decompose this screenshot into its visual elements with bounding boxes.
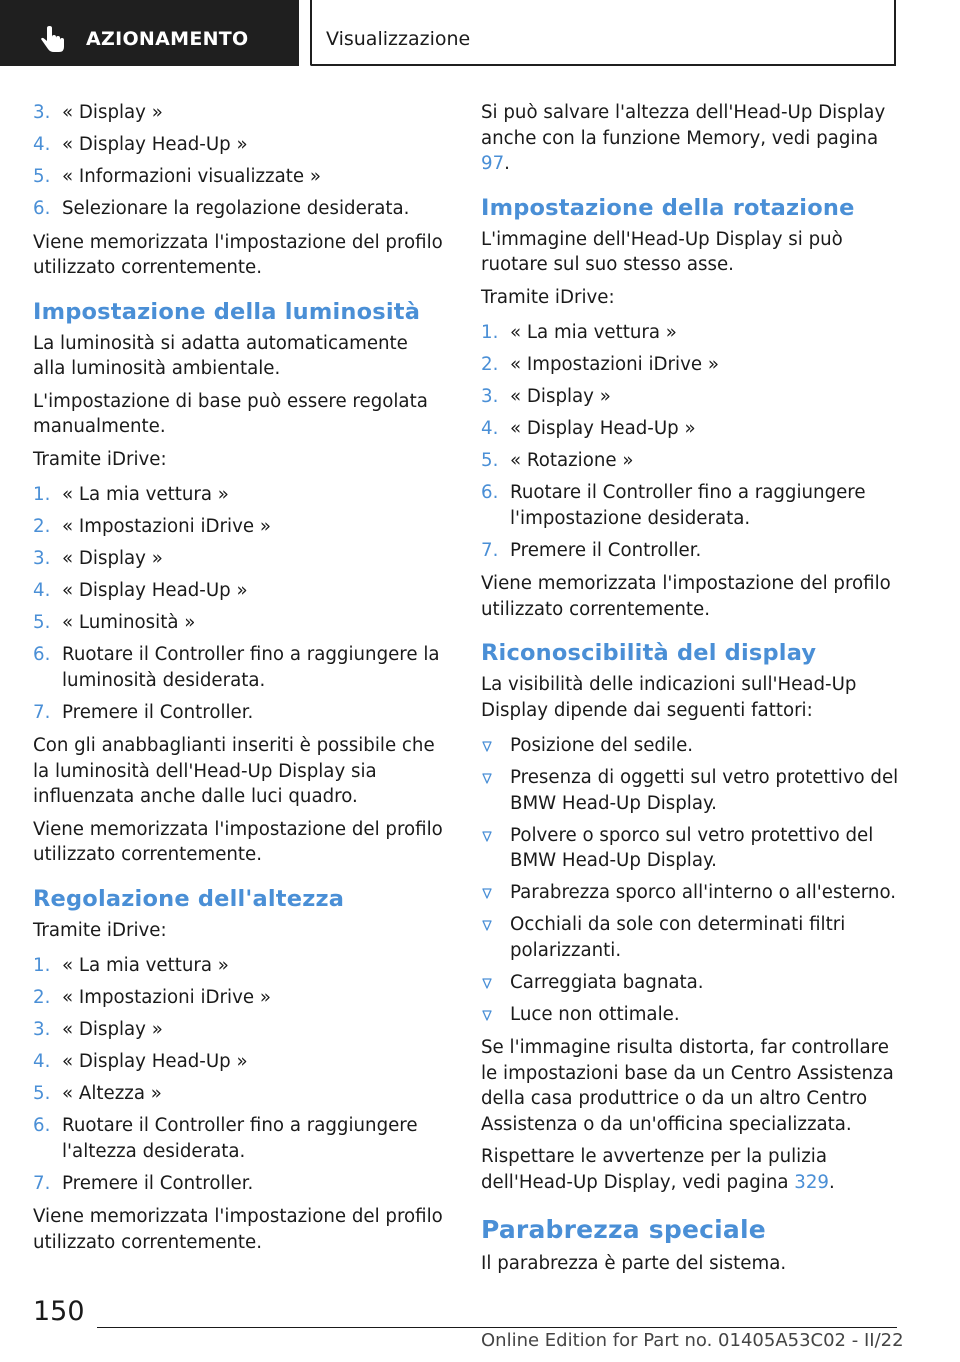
list-item-text: « Impostazioni iDrive » — [62, 987, 271, 1008]
list-item-text: « La mia vettura » — [62, 955, 229, 976]
rotazione-steps-list — [481, 320, 903, 563]
list-item — [33, 1113, 445, 1164]
footer-divider — [97, 1327, 897, 1328]
list-item-number: 2. — [481, 354, 499, 375]
list-item — [33, 1049, 445, 1075]
paragraph: La luminosità si adatta automaticamente alla luminosità ambientale. — [33, 332, 408, 379]
paragraph-end: . — [504, 153, 510, 174]
factors-bullet-list — [481, 733, 903, 1027]
list-item-number: 2. — [33, 516, 51, 537]
list-item — [481, 538, 903, 564]
page-number: 150 — [33, 1296, 85, 1327]
triangle-bullet-icon — [482, 1010, 492, 1021]
list-item-text: « Display » — [62, 548, 163, 569]
paragraph-cleaning — [481, 1144, 903, 1195]
list-item-number: 3. — [481, 386, 499, 407]
section-tab — [0, 0, 299, 66]
paragraph-text: Rispettare le avvertenze per la pulizia dell'Head-Up Display, vedi pagina — [481, 1146, 827, 1193]
list-item-text: « Display » — [62, 1019, 163, 1040]
list-item-text: Premere il Controller. — [62, 1172, 254, 1194]
list-item-text: Selezionare la regolazione desiderata. — [62, 198, 410, 219]
paragraph: Viene memorizzata l'impostazione del profilo utilizzato correntemente. — [33, 1206, 443, 1253]
list-item — [33, 985, 445, 1011]
list-item-number: 1. — [33, 955, 51, 976]
bullet-item — [481, 912, 903, 963]
list-item — [33, 642, 445, 693]
list-item-number: 5. — [481, 450, 499, 471]
list-item-text: « Rotazione » — [510, 450, 634, 471]
list-item — [481, 384, 903, 410]
list-item-text: « Impostazioni iDrive » — [510, 354, 719, 375]
bullet-item-text: Luce non ottimale. — [510, 1003, 680, 1025]
list-item-number: 4. — [33, 580, 51, 601]
paragraph: Viene memorizzata l'impostazione del profilo utilizzato correntemente. — [33, 818, 443, 865]
list-item-number: 7. — [33, 1172, 51, 1194]
list-item — [481, 416, 903, 442]
heading-luminosita: Impostazione della luminosità — [33, 298, 421, 325]
list-item-number: 1. — [481, 322, 499, 343]
section-title: AZIONAMENTO — [86, 28, 249, 50]
list-item-text: Premere il Controller. — [62, 701, 254, 723]
bullet-item-text: Polvere o sporco sul vetro protettivo del BMW Head-Up Display. — [510, 824, 874, 871]
list-item-text: « Display Head-Up » — [62, 134, 248, 155]
list-item — [33, 546, 445, 572]
list-item-number: 6. — [481, 482, 499, 503]
triangle-bullet-icon — [482, 831, 492, 842]
triangle-bullet-icon — [482, 741, 492, 752]
list-item-number: 6. — [33, 198, 51, 219]
bullet-item — [481, 880, 903, 906]
list-item-text: « Display » — [510, 386, 611, 407]
paragraph: Se l'immagine risulta distorta, far controllare le impostazioni base da un Centro Assistenza della casa produttrice o da un altro Centro Assistenza o da un'officina specializzata. — [481, 1037, 894, 1135]
bullet-item — [481, 823, 903, 874]
triangle-bullet-icon — [482, 978, 492, 989]
list-item — [33, 1171, 445, 1197]
bullet-item — [481, 970, 903, 996]
list-item-text: « La mia vettura » — [510, 322, 677, 343]
bullet-item-text: Parabrezza sporco all'interno o all'esterno. — [510, 882, 897, 903]
list-item — [33, 482, 445, 508]
bullet-item — [481, 1002, 903, 1028]
list-item-number: 7. — [33, 701, 51, 723]
list-item-number: 6. — [33, 1115, 51, 1136]
list-item — [481, 480, 903, 531]
list-item-text: « Display Head-Up » — [62, 580, 248, 601]
list-item — [33, 514, 445, 540]
paragraph: Con gli anabbaglianti inseriti è possibile che la luminosità dell'Head-Up Display sia influenzata anche dalle luci quadro. — [33, 735, 435, 807]
paragraph-memory — [481, 100, 903, 177]
list-item-number: 4. — [33, 1051, 51, 1072]
list-item — [33, 700, 445, 726]
list-item-text: Ruotare il Controller fino a raggiungere la luminosità desiderata. — [62, 644, 440, 691]
paragraph: Viene memorizzata l'impostazione del profilo utilizzato correntemente. — [481, 573, 891, 620]
list-item-number: 4. — [33, 134, 51, 155]
heading-rotazione: Impostazione della rotazione — [481, 194, 855, 221]
edition-info: Online Edition for Part no. 01405A53C02 - II/22 — [481, 1330, 904, 1351]
list-item — [33, 578, 445, 604]
list-item-text: Premere il Controller. — [510, 539, 702, 561]
list-item-number: 3. — [33, 102, 51, 123]
list-item-text: « Impostazioni iDrive » — [62, 516, 271, 537]
list-item-text: « Display Head-Up » — [62, 1051, 248, 1072]
list-item-text: « Informazioni visualizzate » — [62, 166, 321, 187]
triangle-bullet-icon — [482, 920, 492, 931]
altezza-steps-list — [33, 953, 445, 1196]
list-item — [33, 196, 445, 222]
list-item-number: 3. — [33, 548, 51, 569]
luminosita-steps-list — [33, 482, 445, 725]
heading-riconoscibilita: Riconoscibilità del display — [481, 640, 817, 666]
list-item-number: 5. — [33, 166, 51, 187]
list-item-number: 1. — [33, 484, 51, 505]
paragraph-end: . — [829, 1171, 835, 1193]
paragraph: L'impostazione di base può essere regolata manualmente. — [33, 390, 428, 437]
heading-parabrezza: Parabrezza speciale — [481, 1215, 766, 1244]
triangle-bullet-icon — [482, 773, 492, 784]
paragraph-text: Si può salvare l'altezza dell'Head-Up Display anche con la funzione Memory, vedi pagina — [481, 102, 886, 149]
list-item — [33, 100, 445, 126]
bullet-item-text: Carreggiata bagnata. — [510, 971, 704, 993]
list-item-text: « Luminosità » — [62, 612, 196, 633]
list-item-text: Ruotare il Controller fino a raggiungere l'impostazione desiderata. — [510, 482, 866, 529]
list-item — [33, 1017, 445, 1043]
bullet-item-text: Occhiali da sole con determinati filtri polarizzanti. — [510, 914, 846, 961]
page-header — [0, 0, 960, 66]
paragraph: Tramite iDrive: — [33, 919, 167, 941]
bullet-item — [481, 765, 903, 816]
list-item — [33, 953, 445, 979]
page-link-329[interactable]: 329 — [794, 1171, 829, 1193]
paragraph: La visibilità delle indicazioni sull'Head-Up Display dipende dai seguenti fattori: — [481, 674, 857, 721]
list-item — [481, 320, 903, 346]
list-item-text: « Altezza » — [62, 1083, 162, 1104]
list-item-number: 2. — [33, 987, 51, 1008]
list-item-number: 6. — [33, 644, 51, 665]
list-item-text: « Display Head-Up » — [510, 418, 696, 439]
list-item-number: 7. — [481, 539, 499, 561]
heading-altezza: Regolazione dell'altezza — [33, 885, 345, 912]
list-item — [33, 1081, 445, 1107]
list-item — [33, 164, 445, 190]
paragraph: Tramite iDrive: — [481, 286, 615, 308]
list-item-number: 5. — [33, 1083, 51, 1104]
right-column — [481, 100, 903, 1284]
paragraph: Viene memorizzata l'impostazione del profilo utilizzato correntemente. — [33, 231, 443, 278]
paragraph: Il parabrezza è parte del sistema. — [481, 1253, 787, 1274]
list-item — [33, 610, 445, 636]
list-item-number: 3. — [33, 1019, 51, 1040]
list-item-text: Ruotare il Controller fino a raggiungere l'altezza desiderata. — [62, 1115, 418, 1162]
display-steps-list — [33, 100, 445, 222]
left-column — [33, 100, 445, 1262]
bullet-item-text: Posizione del sedile. — [510, 735, 694, 756]
paragraph: L'immagine dell'Head-Up Display si può ruotare sul suo stesso asse. — [481, 228, 843, 275]
chapter-frame — [310, 0, 896, 66]
list-item — [481, 448, 903, 474]
list-item-text: « La mia vettura » — [62, 484, 229, 505]
list-item-number: 5. — [33, 612, 51, 633]
list-item — [33, 132, 445, 158]
list-item-number: 4. — [481, 418, 499, 439]
triangle-bullet-icon — [482, 888, 492, 899]
list-item — [481, 352, 903, 378]
bullet-item-text: Presenza di oggetti sul vetro protettivo del BMW Head-Up Display. — [510, 767, 899, 814]
chapter-title: Visualizzazione — [326, 28, 471, 50]
pointing-hand-icon — [40, 26, 66, 54]
list-item-text: « Display » — [62, 102, 163, 123]
bullet-item — [481, 733, 903, 759]
paragraph: Tramite iDrive: — [33, 448, 167, 470]
page-link-97[interactable]: 97 — [481, 153, 505, 174]
